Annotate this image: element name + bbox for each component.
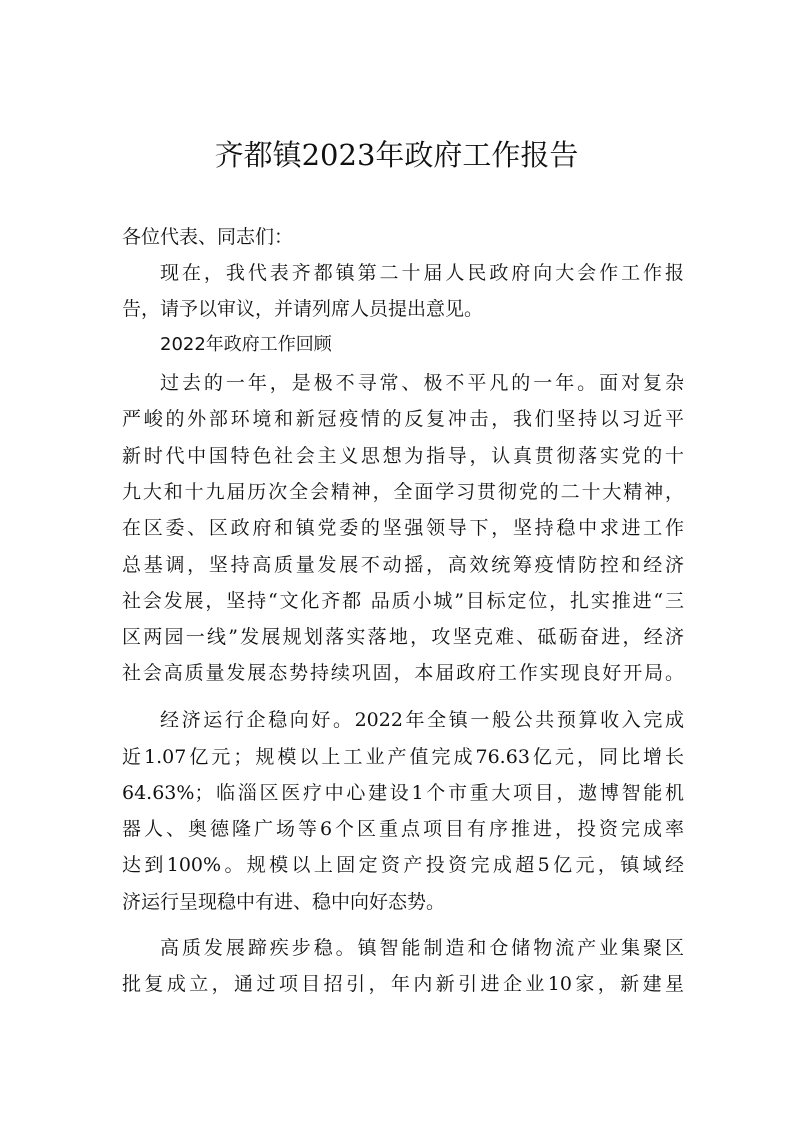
section-heading: 2022年政府工作回顾 <box>160 334 332 355</box>
paragraph-line: 济运行呈现稳中有进、稳中向好态势。 <box>122 891 446 913</box>
intro-line: 现在，我代表齐都镇第二十届人民政府向大会作工作报 <box>160 262 684 284</box>
paragraph-line: 高质发展蹄疾步稳。镇智能制造和仓储物流产业集聚区 <box>160 937 684 959</box>
intro-line: 告，请予以审议，并请列席人员提出意见。 <box>122 298 484 320</box>
paragraph-line: 器人、奥德隆广场等6个区重点项目有序推进，投资完成率 <box>122 818 684 840</box>
salutation: 各位代表、同志们： <box>122 226 294 248</box>
paragraph-line: 严峻的外部环境和新冠疫情的反复冲击，我们坚持以习近平 <box>122 408 684 430</box>
paragraph-line: 社会高质量发展态势持续巩固，本届政府工作实现良好开局。 <box>122 662 684 684</box>
paragraph-line: 新时代中国特色社会主义思想为指导，认真贯彻落实党的十 <box>122 445 684 467</box>
paragraph-line: 过去的一年，是极不寻常、极不平凡的一年。面对复杂 <box>160 372 684 394</box>
paragraph-line: 达到100%。规模以上固定资产投资完成超5亿元，镇域经 <box>122 854 684 876</box>
paragraph-line: 批复成立，通过项目招引，年内新引进企业10家，新建星 <box>122 973 684 995</box>
paragraph-line: 区两园一线”发展规划落实落地，攻坚克难、砥砺奋进，经济 <box>122 626 684 648</box>
paragraph-line: 总基调，坚持高质量发展不动摇，高效统筹疫情防控和经济 <box>122 554 684 576</box>
paragraph-line: 九大和十九届历次全会精神，全面学习贯彻党的二十大精神， <box>122 481 684 503</box>
paragraph-line: 在区委、区政府和镇党委的坚强领导下，坚持稳中求进工作 <box>122 517 684 539</box>
paragraph-line: 近1.07亿元；规模以上工业产值完成76.63亿元，同比增长 <box>122 746 684 768</box>
document-title: 齐都镇2023年政府工作报告 <box>214 138 579 172</box>
paragraph-line: 64.63%；临淄区医疗中心建设1个市重大项目，遨博智能机 <box>122 782 684 804</box>
paragraph-line: 社会发展，坚持“文化齐都 品质小城”目标定位，扎实推进“三 <box>122 590 684 612</box>
paragraph-line: 经济运行企稳向好。2022年全镇一般公共预算收入完成 <box>160 709 684 731</box>
